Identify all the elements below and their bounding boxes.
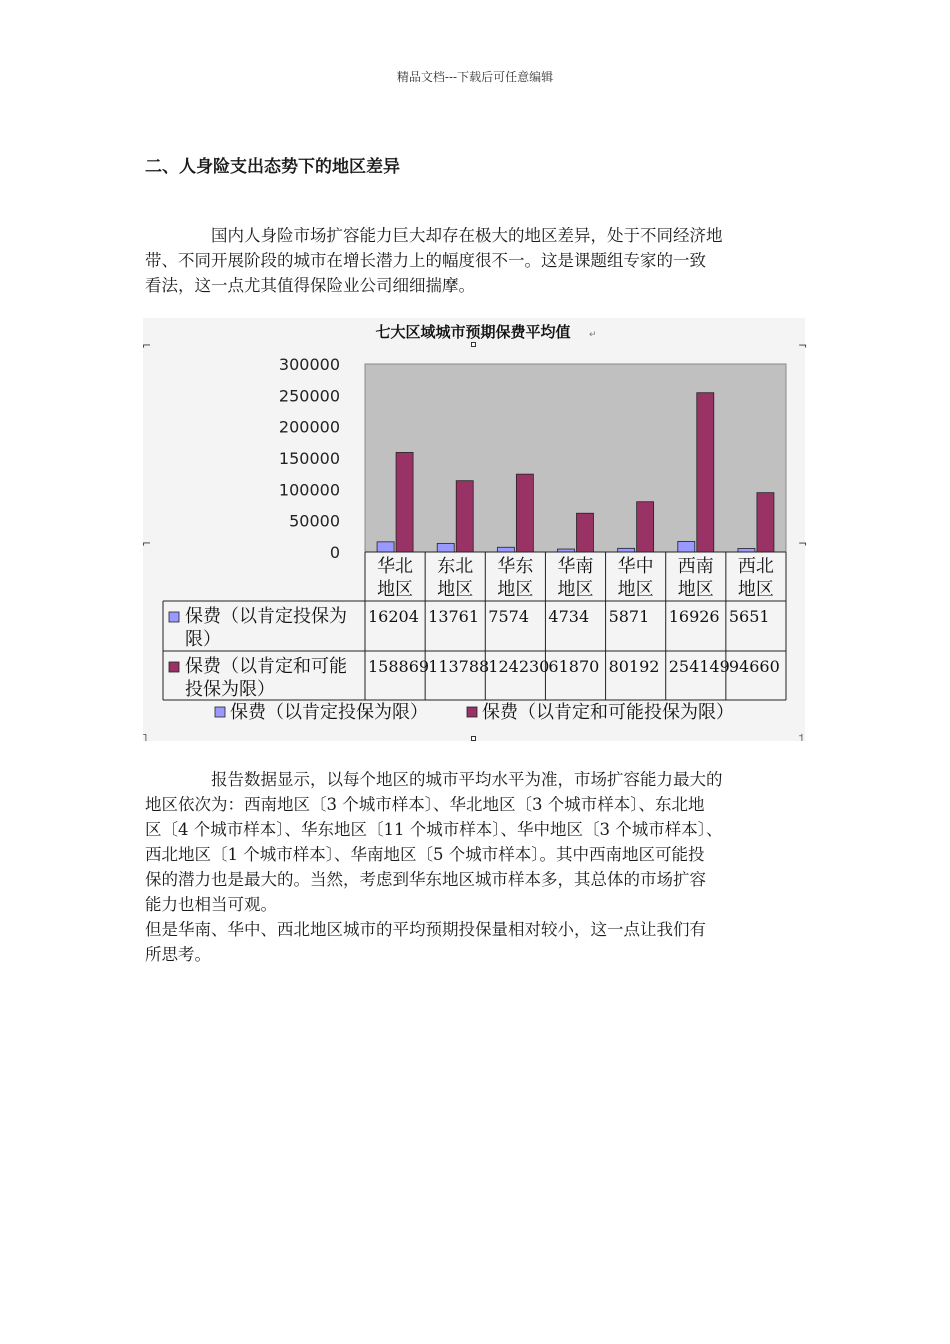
header-note: 精品文档---下载后可任意编辑 xyxy=(396,70,554,84)
paragraph-line: 西北地区〔1 个城市样本〕、华南地区〔5 个城市样本〕。其中西南地区可能投 xyxy=(145,845,705,864)
legend-key-icon xyxy=(169,662,179,672)
legend-label: 保费（以肯定投保为限） xyxy=(230,702,428,723)
table-cell-value: 5871 xyxy=(608,607,650,626)
paragraph-3 xyxy=(145,917,810,967)
x-category-label: 地区 xyxy=(617,579,654,600)
selection-bracket-right-top[interactable]: ¬ xyxy=(798,339,808,352)
section-title: 二、人身险支出态势下的地区差异 xyxy=(145,157,400,177)
resize-handle-top[interactable] xyxy=(471,342,476,347)
selection-bracket-right-bottom[interactable]: ˦ xyxy=(798,731,804,744)
chart-figure[interactable] xyxy=(142,318,808,744)
table-cell-value: 61870 xyxy=(548,657,600,676)
table-row-label: 投保为限） xyxy=(185,679,275,700)
y-tick-label: 100000 xyxy=(278,480,340,500)
x-category-label: 东北 xyxy=(437,556,474,577)
selection-bracket-right-mid[interactable]: ¬ xyxy=(798,537,808,550)
table-cell-value: 158869 xyxy=(368,657,430,676)
x-category-label: 西南 xyxy=(677,556,714,577)
x-category-label: 地区 xyxy=(677,579,714,600)
x-category-label: 地区 xyxy=(377,579,414,600)
bar-confirmed xyxy=(678,541,695,552)
table-cell-value: 13761 xyxy=(428,607,480,626)
table-cell-value: 254149 xyxy=(668,657,730,676)
table-cell-value: 80192 xyxy=(608,657,660,676)
paragraph-line: 保的潜力也是最大的。当然，考虑到华东地区城市样本多，其总体的市场扩容 xyxy=(145,870,706,889)
y-tick-label: 0 xyxy=(329,543,340,562)
bar-confirmed xyxy=(437,543,454,552)
chart-title: 七大区域城市预期保费平均值 xyxy=(375,323,571,341)
paragraph-line: 国内人身险市场扩容能力巨大却存在极大的地区差异，处于不同经济地 xyxy=(211,226,723,245)
paragraph-mark-icon: ↵ xyxy=(589,330,597,340)
paragraph-line: 带、不同开展阶段的城市在增长潜力上的幅度很不一。这是课题组专家的一致 xyxy=(145,251,706,270)
bar-confirmed-and-possible xyxy=(516,474,533,552)
table-cell-value: 94660 xyxy=(728,657,780,676)
bar-confirmed xyxy=(618,548,635,552)
paragraph-line: 所思考。 xyxy=(145,945,211,964)
bar-confirmed xyxy=(738,548,755,552)
bar-confirmed-and-possible xyxy=(697,393,714,552)
bar-confirmed xyxy=(377,542,394,552)
table-row-label: 保费（以肯定和可能 xyxy=(185,656,347,677)
bar-confirmed-and-possible xyxy=(577,513,594,552)
table-row-label: 限） xyxy=(185,629,221,650)
y-tick-label: 50000 xyxy=(289,511,340,531)
paragraph-line: 报告数据显示，以每个地区的城市平均水平为准，市场扩容能力最大的 xyxy=(211,770,723,789)
y-tick-label: 200000 xyxy=(278,417,340,437)
bar-confirmed-and-possible xyxy=(456,481,473,552)
x-category-label: 地区 xyxy=(437,579,474,600)
bar-confirmed xyxy=(497,547,514,552)
selection-bracket-left-top[interactable]: ⌐ xyxy=(142,339,152,352)
bar-confirmed-and-possible xyxy=(757,493,774,552)
x-category-label: 华中 xyxy=(617,556,654,577)
paragraph-line: 能力也相当可观。 xyxy=(145,895,277,914)
bar-confirmed-and-possible xyxy=(396,452,413,552)
paragraph-line: 区〔4 个城市样本〕、华东地区〔11 个城市样本〕、华中地区〔3 个城市样本〕、 xyxy=(145,820,723,839)
table-cell-value: 113788 xyxy=(428,657,490,676)
selection-bracket-left-mid[interactable]: ⌐ xyxy=(142,537,152,550)
selection-bracket-left-bottom[interactable]: ˥ xyxy=(142,731,148,744)
x-category-label: 华北 xyxy=(377,556,414,577)
paragraph-line: 但是华南、华中、西北地区城市的平均预期投保量相对较小，这一点让我们有 xyxy=(145,920,706,939)
legend-key-icon xyxy=(467,707,477,717)
x-category-label: 地区 xyxy=(557,579,594,600)
x-category-label: 华东 xyxy=(497,556,534,577)
bar-confirmed-and-possible xyxy=(637,502,654,552)
x-category-label: 华南 xyxy=(557,556,594,577)
plot-area-background xyxy=(365,364,786,552)
bar-chart xyxy=(142,318,808,744)
x-category-label: 西北 xyxy=(737,556,774,577)
table-cell-value: 124230 xyxy=(488,657,550,676)
y-tick-label: 300000 xyxy=(278,355,340,374)
table-cell-value: 5651 xyxy=(728,607,770,626)
x-category-label: 地区 xyxy=(737,579,774,600)
y-tick-label: 250000 xyxy=(278,386,340,406)
table-cell-value: 7574 xyxy=(488,607,530,626)
y-tick-label: 150000 xyxy=(278,449,340,468)
paragraph-line: 看法，这一点尤其值得保险业公司细细揣摩。 xyxy=(145,276,475,295)
paragraph-line: 地区依次为：西南地区〔3 个城市样本〕、华北地区〔3 个城市样本〕、东北地 xyxy=(145,795,705,814)
table-cell-value: 4734 xyxy=(548,607,590,626)
paragraph-2 xyxy=(145,767,810,917)
table-row-label: 保费（以肯定投保为 xyxy=(185,606,347,627)
table-cell-value: 16926 xyxy=(668,607,720,626)
legend-label: 保费（以肯定和可能投保为限） xyxy=(482,702,734,723)
table-cell-value: 16204 xyxy=(368,607,419,626)
paragraph-1 xyxy=(145,223,810,298)
legend-key-icon xyxy=(169,612,179,622)
resize-handle-bottom[interactable] xyxy=(471,736,476,741)
legend-key-icon xyxy=(215,707,225,717)
x-category-label: 地区 xyxy=(497,579,534,600)
